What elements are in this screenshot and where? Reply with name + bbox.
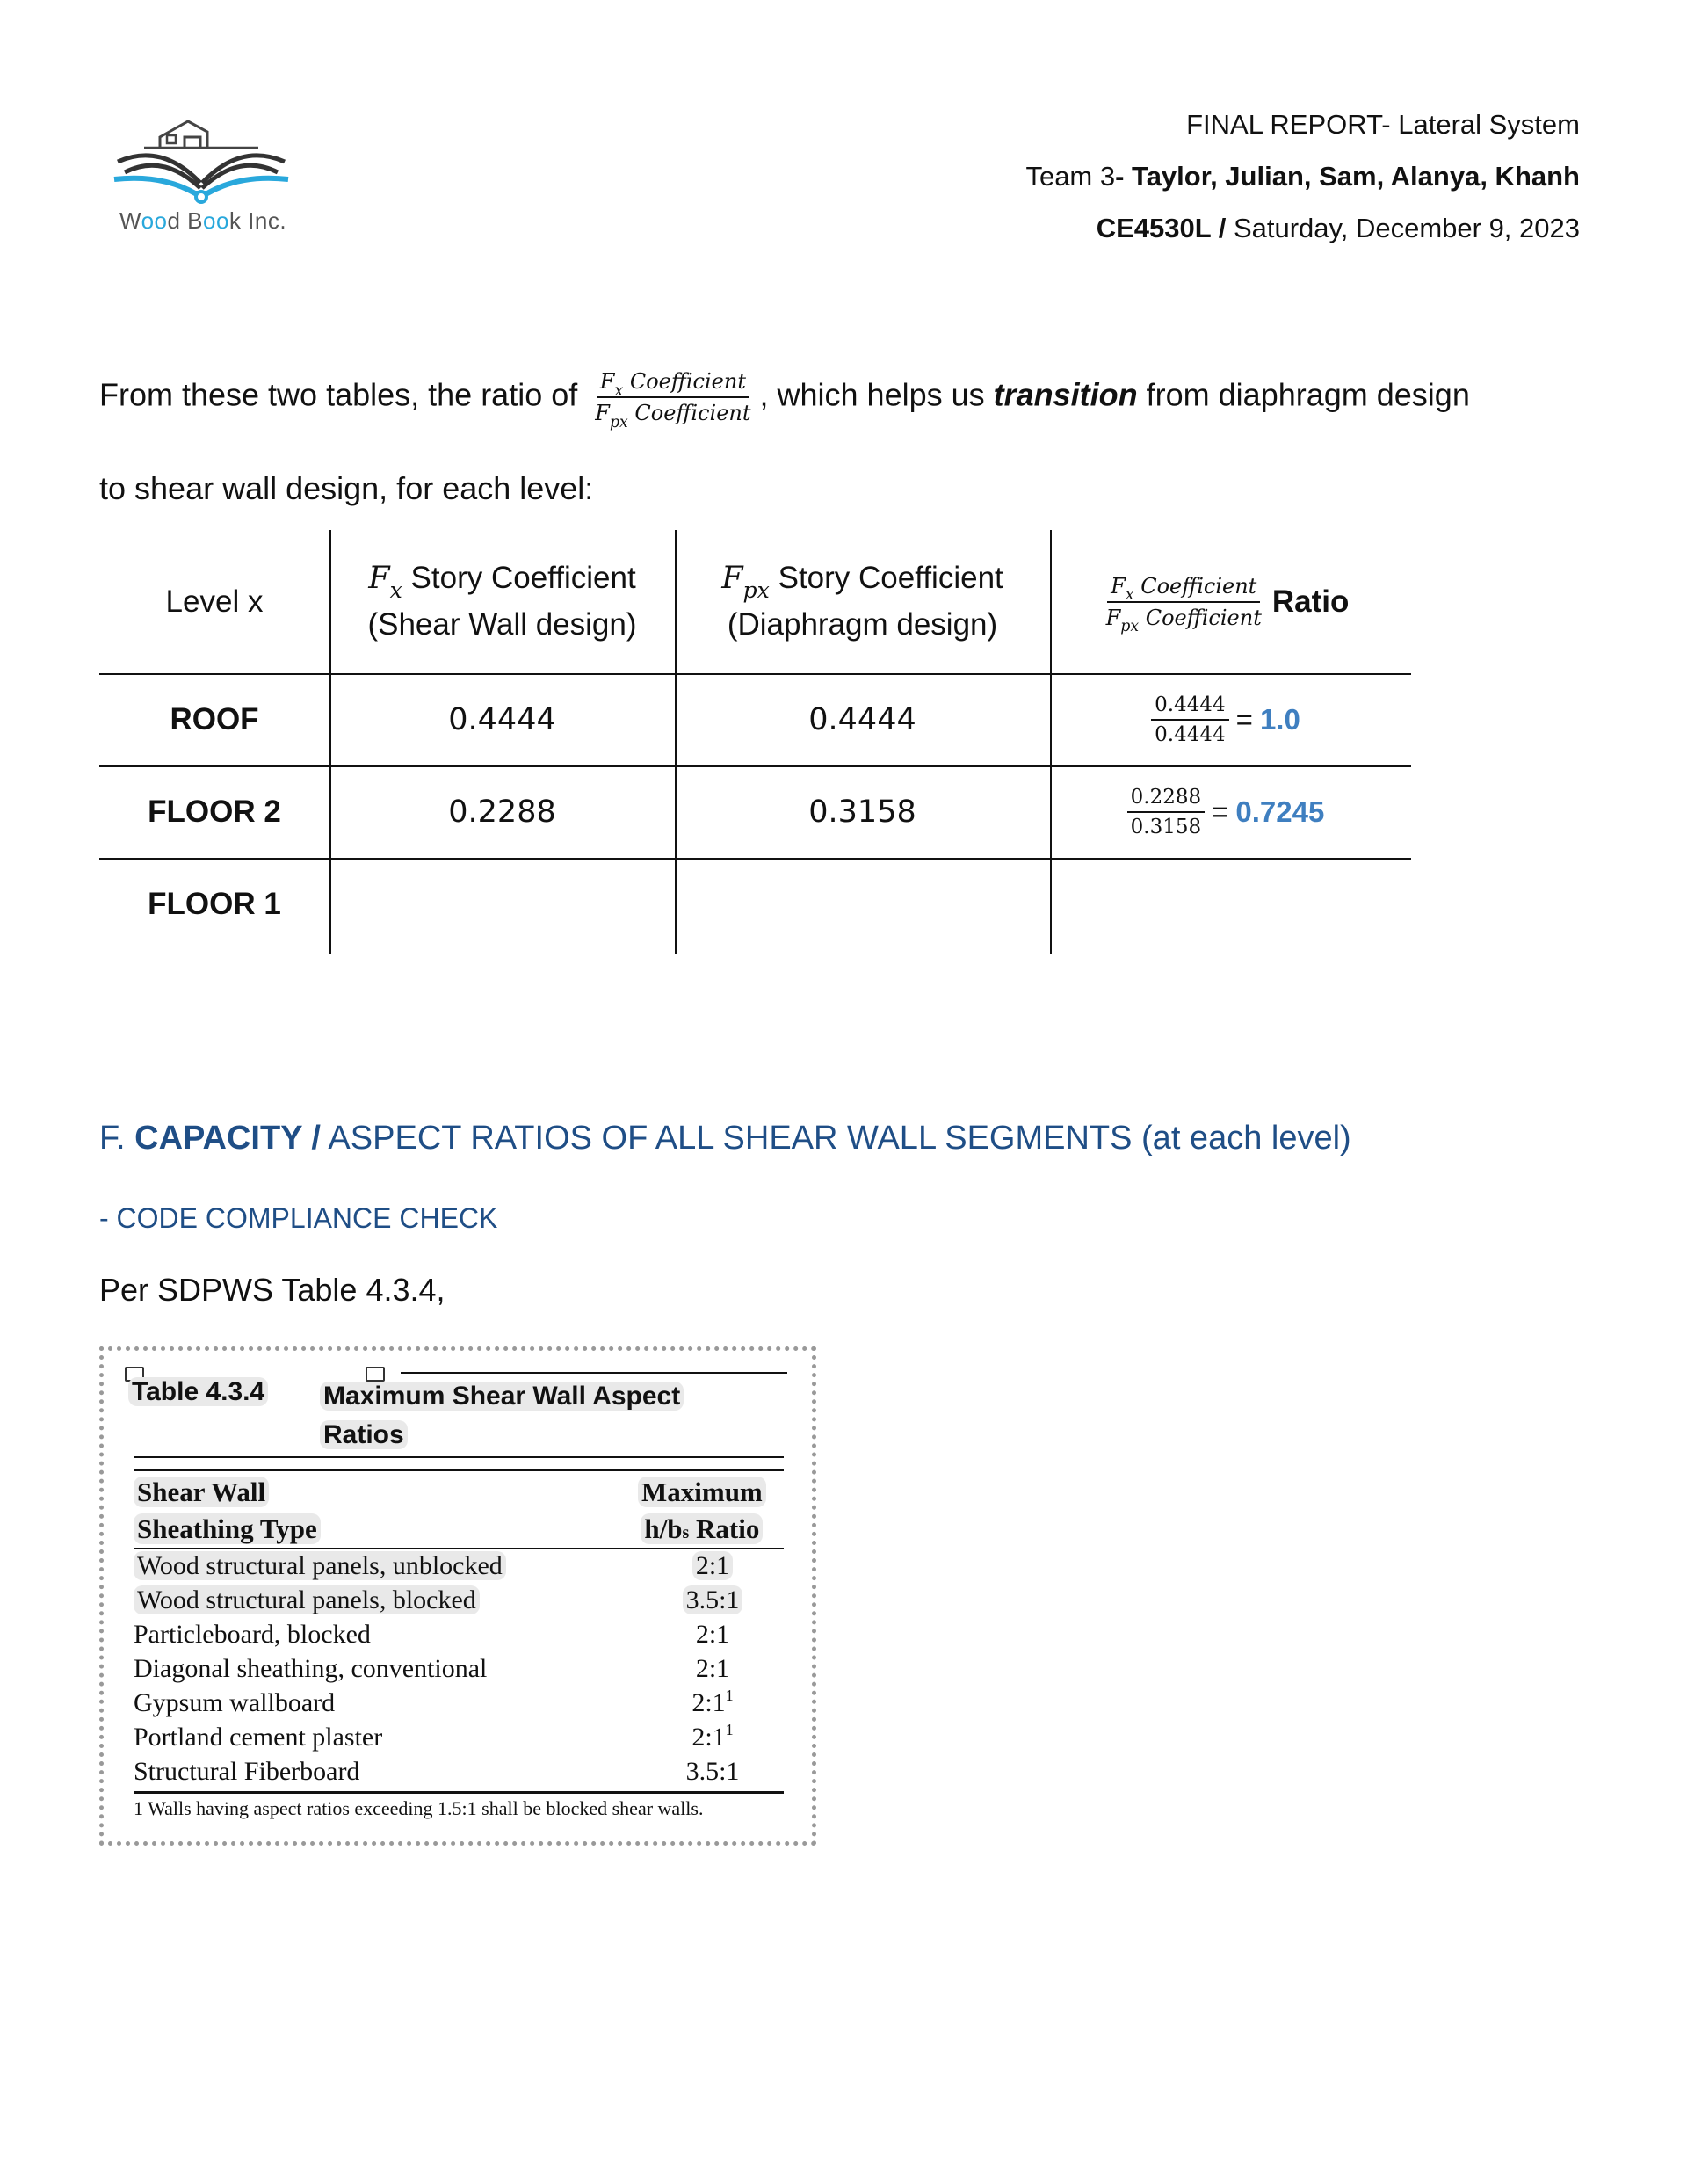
header-level: Level x bbox=[165, 584, 264, 619]
table-row-level: FLOOR 1 bbox=[148, 886, 281, 921]
open-book-house-icon bbox=[109, 107, 293, 204]
table-footnote: 1 Walls having aspect ratios exceeding 1.5:1 shall be blocked shear walls. bbox=[134, 1797, 704, 1819]
table-row: Gypsum wallboard bbox=[134, 1688, 336, 1717]
table-cell-fx bbox=[329, 858, 675, 950]
table-row: Wood structural panels, blocked bbox=[134, 1585, 480, 1615]
table-row: Structural Fiberboard bbox=[134, 1757, 360, 1786]
header-ratio: $\frac{F_x Coefficient}{F_{px} Coefficient}$ Ratio bbox=[1105, 573, 1350, 636]
table-cell-ratio: $\frac{0.4444}{0.4444}$ = 1.0 bbox=[1050, 673, 1401, 765]
table-cell-ratio bbox=[1050, 858, 1401, 950]
section-subheading: - CODE COMPLIANCE CHECK bbox=[99, 1202, 498, 1234]
table-cell-ratio: 2:1 bbox=[695, 1654, 730, 1683]
table-row: Particleboard, blocked bbox=[134, 1620, 371, 1649]
table-cell-ratio: $2:1^1$ bbox=[691, 1721, 734, 1752]
table-row: Diagonal sheathing, conventional bbox=[134, 1654, 488, 1683]
table-row-level: ROOF bbox=[170, 701, 259, 736]
company-logo bbox=[109, 107, 293, 213]
table-cell-ratio: $\frac{0.2288}{0.3158}$ = 0.7245 bbox=[1050, 765, 1401, 858]
reference-text: Per SDPWS Table 4.3.4, bbox=[99, 1272, 445, 1308]
intro-line-2: to shear wall design, for each level: bbox=[99, 470, 594, 506]
table-cell-ratio: $2:1^1$ bbox=[691, 1687, 734, 1717]
course-date-line: CE4530L / Saturday, December 9, 2023 bbox=[1096, 213, 1580, 243]
table-cell-ratio: 2:1 bbox=[647, 1551, 778, 1581]
table-cell-ratio: 2:1 bbox=[695, 1620, 730, 1649]
table-row: Portland cement plaster bbox=[134, 1723, 383, 1752]
table-cell-fx: 0.2288 bbox=[448, 794, 556, 830]
section-heading: F. CAPACITY / ASPECT RATIOS OF ALL SHEAR WALL SEGMENTS (at each level) bbox=[99, 1120, 1351, 1157]
table-row: Wood structural panels, unblocked bbox=[134, 1551, 506, 1581]
table-cell-ratio: 3.5:1 bbox=[647, 1585, 778, 1615]
intro-line-1: From these two tables, the ratio of $\frac{F_x Coefficient}{F_{px} Coefficient}$ , which helps us transition from diaphragm design bbox=[99, 369, 1470, 432]
ratio-fraction: $\frac{F_x Coefficient}{F_{px} Coefficient}$ bbox=[595, 369, 751, 432]
table-cell-fpx: 0.4444 bbox=[808, 701, 916, 737]
table-cell-fpx bbox=[675, 858, 1050, 950]
table-row-level: FLOOR 2 bbox=[148, 794, 281, 829]
team-line: Team 3- Taylor, Julian, Sam, Alanya, Khanh bbox=[1025, 161, 1580, 192]
header-fx: $F_x$ Story Coefficient (Shear Wall design) bbox=[367, 561, 637, 642]
table-cell-fpx: 0.3158 bbox=[808, 794, 916, 830]
coefficient-ratio-table bbox=[99, 530, 1411, 954]
logo-wordmark: Wood Book Inc. bbox=[119, 207, 287, 234]
report-title: FINAL REPORT- Lateral System bbox=[1186, 109, 1580, 140]
sdpws-table: Table 4.3.4 Maximum Shear Wall Aspect Ratios Shear Wall Sheathing Type Maximum h/bs Ratio Wood structural panels, unblocked 2:1 Wood structural panels, blocked 3.5:1 Particleboard, blocked 2:1 Diagonal sheathing, conventional 2:1 Gypsum wallboard $2:1^1$ Portland cement plaster $2:1^1$ Structural Fiberboard 3.5:1 1 Walls having aspect ratios exceeding 1.5:1 shall be blocked shear walls. bbox=[128, 1368, 784, 1830]
header-fpx: $F_{px}$ Story Coefficient (Diaphragm design) bbox=[721, 561, 1003, 642]
table-cell-ratio: 3.5:1 bbox=[685, 1757, 740, 1786]
sdpws-table-image[interactable] bbox=[99, 1346, 816, 1846]
table-cell-fx: 0.4444 bbox=[448, 701, 556, 737]
